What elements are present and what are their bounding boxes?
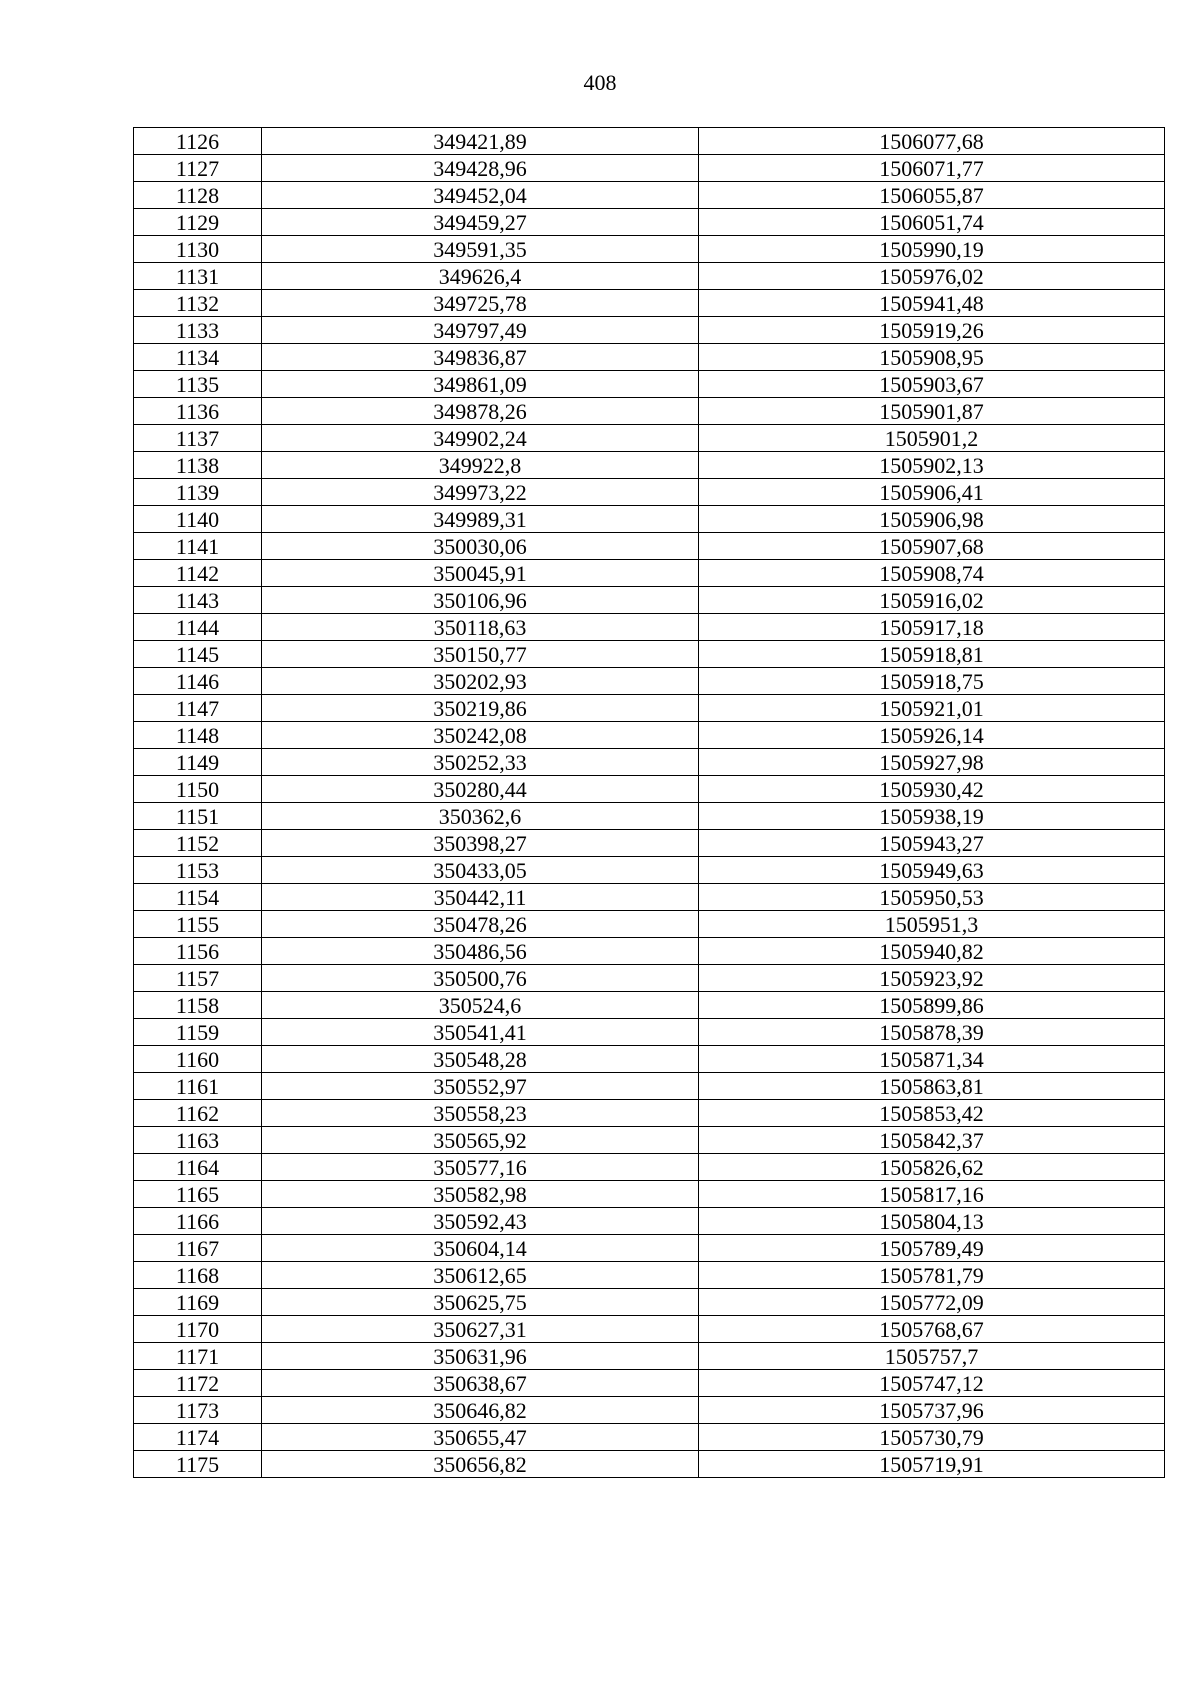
- table-row: [134, 1424, 1165, 1451]
- point-number-cell: 1144: [134, 614, 262, 641]
- point-number-cell: 1146: [134, 668, 262, 695]
- point-number-cell: 1163: [134, 1127, 262, 1154]
- x-coordinate-cell: 350478,26: [262, 911, 699, 938]
- table-row: [134, 614, 1165, 641]
- point-number-cell: 1137: [134, 425, 262, 452]
- x-coordinate-cell: 349452,04: [262, 182, 699, 209]
- y-coordinate-cell: 1505901,2: [699, 425, 1165, 452]
- x-coordinate-cell: 349973,22: [262, 479, 699, 506]
- y-coordinate-cell: 1505908,95: [699, 344, 1165, 371]
- table-row: [134, 992, 1165, 1019]
- x-coordinate-cell: 349836,87: [262, 344, 699, 371]
- table-row: [134, 1397, 1165, 1424]
- y-coordinate-cell: 1505817,16: [699, 1181, 1165, 1208]
- table-row: [134, 1127, 1165, 1154]
- table-row: [134, 1343, 1165, 1370]
- point-number-cell: 1170: [134, 1316, 262, 1343]
- table-row: [134, 803, 1165, 830]
- table-row: [134, 938, 1165, 965]
- y-coordinate-cell: 1505768,67: [699, 1316, 1165, 1343]
- x-coordinate-cell: 350612,65: [262, 1262, 699, 1289]
- x-coordinate-cell: 349861,09: [262, 371, 699, 398]
- page-number: 408: [583, 70, 617, 95]
- table-row: [134, 749, 1165, 776]
- y-coordinate-cell: 1505878,39: [699, 1019, 1165, 1046]
- point-number-cell: 1160: [134, 1046, 262, 1073]
- x-coordinate-cell: 350118,63: [262, 614, 699, 641]
- x-coordinate-cell: 350442,11: [262, 884, 699, 911]
- point-number-cell: 1153: [134, 857, 262, 884]
- y-coordinate-cell: 1505951,3: [699, 911, 1165, 938]
- point-number-cell: 1168: [134, 1262, 262, 1289]
- table-row: [134, 452, 1165, 479]
- y-coordinate-cell: 1505930,42: [699, 776, 1165, 803]
- y-coordinate-cell: 1505730,79: [699, 1424, 1165, 1451]
- table-row: [134, 884, 1165, 911]
- table-row: [134, 398, 1165, 425]
- point-number-cell: 1173: [134, 1397, 262, 1424]
- point-number-cell: 1174: [134, 1424, 262, 1451]
- y-coordinate-cell: 1506071,77: [699, 155, 1165, 182]
- y-coordinate-cell: 1505916,02: [699, 587, 1165, 614]
- y-coordinate-cell: 1505990,19: [699, 236, 1165, 263]
- y-coordinate-cell: 1505918,75: [699, 668, 1165, 695]
- x-coordinate-cell: 349725,78: [262, 290, 699, 317]
- table-row: [134, 1235, 1165, 1262]
- table-row: [134, 128, 1165, 155]
- y-coordinate-cell: 1505719,91: [699, 1451, 1165, 1478]
- point-number-cell: 1143: [134, 587, 262, 614]
- point-number-cell: 1166: [134, 1208, 262, 1235]
- x-coordinate-cell: 350500,76: [262, 965, 699, 992]
- x-coordinate-cell: 350625,75: [262, 1289, 699, 1316]
- y-coordinate-cell: 1505863,81: [699, 1073, 1165, 1100]
- y-coordinate-cell: 1505927,98: [699, 749, 1165, 776]
- y-coordinate-cell: 1505871,34: [699, 1046, 1165, 1073]
- x-coordinate-cell: 350219,86: [262, 695, 699, 722]
- point-number-cell: 1141: [134, 533, 262, 560]
- coordinates-table-body: [134, 128, 1165, 1478]
- x-coordinate-cell: 349591,35: [262, 236, 699, 263]
- point-number-cell: 1133: [134, 317, 262, 344]
- y-coordinate-cell: 1505918,81: [699, 641, 1165, 668]
- table-row: [134, 209, 1165, 236]
- coordinates-table: [133, 127, 1165, 1478]
- table-row: [134, 533, 1165, 560]
- table-row: [134, 1181, 1165, 1208]
- point-number-cell: 1172: [134, 1370, 262, 1397]
- x-coordinate-cell: 350577,16: [262, 1154, 699, 1181]
- point-number-cell: 1149: [134, 749, 262, 776]
- point-number-cell: 1156: [134, 938, 262, 965]
- point-number-cell: 1136: [134, 398, 262, 425]
- table-row: [134, 1370, 1165, 1397]
- x-coordinate-cell: 350655,47: [262, 1424, 699, 1451]
- point-number-cell: 1145: [134, 641, 262, 668]
- y-coordinate-cell: 1505919,26: [699, 317, 1165, 344]
- table-row: [134, 695, 1165, 722]
- x-coordinate-cell: 350030,06: [262, 533, 699, 560]
- x-coordinate-cell: 350604,14: [262, 1235, 699, 1262]
- point-number-cell: 1140: [134, 506, 262, 533]
- x-coordinate-cell: 350362,6: [262, 803, 699, 830]
- table-row: [134, 668, 1165, 695]
- table-row: [134, 1100, 1165, 1127]
- table-row: [134, 1208, 1165, 1235]
- x-coordinate-cell: 349989,31: [262, 506, 699, 533]
- y-coordinate-cell: 1505781,79: [699, 1262, 1165, 1289]
- table-row: [134, 155, 1165, 182]
- table-row: [134, 1316, 1165, 1343]
- table-row: [134, 1154, 1165, 1181]
- table-row: [134, 965, 1165, 992]
- x-coordinate-cell: 349626,4: [262, 263, 699, 290]
- point-number-cell: 1167: [134, 1235, 262, 1262]
- y-coordinate-cell: 1505906,98: [699, 506, 1165, 533]
- table-row: [134, 911, 1165, 938]
- point-number-cell: 1138: [134, 452, 262, 479]
- x-coordinate-cell: 350524,6: [262, 992, 699, 1019]
- table-row: [134, 371, 1165, 398]
- y-coordinate-cell: 1505976,02: [699, 263, 1165, 290]
- table-row: [134, 1073, 1165, 1100]
- point-number-cell: 1157: [134, 965, 262, 992]
- x-coordinate-cell: 349797,49: [262, 317, 699, 344]
- y-coordinate-cell: 1506077,68: [699, 128, 1165, 155]
- y-coordinate-cell: 1505903,67: [699, 371, 1165, 398]
- y-coordinate-cell: 1505938,19: [699, 803, 1165, 830]
- x-coordinate-cell: 350646,82: [262, 1397, 699, 1424]
- point-number-cell: 1165: [134, 1181, 262, 1208]
- y-coordinate-cell: 1505826,62: [699, 1154, 1165, 1181]
- point-number-cell: 1129: [134, 209, 262, 236]
- y-coordinate-cell: 1505906,41: [699, 479, 1165, 506]
- point-number-cell: 1159: [134, 1019, 262, 1046]
- table-row: [134, 506, 1165, 533]
- x-coordinate-cell: 350582,98: [262, 1181, 699, 1208]
- table-row: [134, 1451, 1165, 1478]
- y-coordinate-cell: 1505853,42: [699, 1100, 1165, 1127]
- point-number-cell: 1150: [134, 776, 262, 803]
- x-coordinate-cell: 350280,44: [262, 776, 699, 803]
- table-row: [134, 290, 1165, 317]
- y-coordinate-cell: 1505772,09: [699, 1289, 1165, 1316]
- x-coordinate-cell: 349922,8: [262, 452, 699, 479]
- y-coordinate-cell: 1505757,7: [699, 1343, 1165, 1370]
- table-row: [134, 587, 1165, 614]
- point-number-cell: 1132: [134, 290, 262, 317]
- point-number-cell: 1147: [134, 695, 262, 722]
- x-coordinate-cell: 349878,26: [262, 398, 699, 425]
- point-number-cell: 1135: [134, 371, 262, 398]
- x-coordinate-cell: 349459,27: [262, 209, 699, 236]
- y-coordinate-cell: 1505737,96: [699, 1397, 1165, 1424]
- table-row: [134, 479, 1165, 506]
- x-coordinate-cell: 350541,41: [262, 1019, 699, 1046]
- table-row: [134, 1262, 1165, 1289]
- point-number-cell: 1142: [134, 560, 262, 587]
- point-number-cell: 1128: [134, 182, 262, 209]
- x-coordinate-cell: 350627,31: [262, 1316, 699, 1343]
- point-number-cell: 1164: [134, 1154, 262, 1181]
- point-number-cell: 1134: [134, 344, 262, 371]
- x-coordinate-cell: 350202,93: [262, 668, 699, 695]
- x-coordinate-cell: 350656,82: [262, 1451, 699, 1478]
- table-row: [134, 263, 1165, 290]
- table-row: [134, 830, 1165, 857]
- point-number-cell: 1171: [134, 1343, 262, 1370]
- table-row: [134, 344, 1165, 371]
- x-coordinate-cell: 350433,05: [262, 857, 699, 884]
- y-coordinate-cell: 1505923,92: [699, 965, 1165, 992]
- y-coordinate-cell: 1505943,27: [699, 830, 1165, 857]
- y-coordinate-cell: 1505789,49: [699, 1235, 1165, 1262]
- y-coordinate-cell: 1505908,74: [699, 560, 1165, 587]
- x-coordinate-cell: 350150,77: [262, 641, 699, 668]
- x-coordinate-cell: 350398,27: [262, 830, 699, 857]
- y-coordinate-cell: 1505921,01: [699, 695, 1165, 722]
- x-coordinate-cell: 350486,56: [262, 938, 699, 965]
- point-number-cell: 1127: [134, 155, 262, 182]
- x-coordinate-cell: 350565,92: [262, 1127, 699, 1154]
- y-coordinate-cell: 1505804,13: [699, 1208, 1165, 1235]
- point-number-cell: 1139: [134, 479, 262, 506]
- point-number-cell: 1130: [134, 236, 262, 263]
- table-row: [134, 857, 1165, 884]
- x-coordinate-cell: 350106,96: [262, 587, 699, 614]
- table-row: [134, 317, 1165, 344]
- point-number-cell: 1154: [134, 884, 262, 911]
- x-coordinate-cell: 350548,28: [262, 1046, 699, 1073]
- y-coordinate-cell: 1505899,86: [699, 992, 1165, 1019]
- y-coordinate-cell: 1505950,53: [699, 884, 1165, 911]
- point-number-cell: 1152: [134, 830, 262, 857]
- point-number-cell: 1155: [134, 911, 262, 938]
- table-row: [134, 560, 1165, 587]
- y-coordinate-cell: 1505902,13: [699, 452, 1165, 479]
- x-coordinate-cell: 350045,91: [262, 560, 699, 587]
- y-coordinate-cell: 1505917,18: [699, 614, 1165, 641]
- y-coordinate-cell: 1506055,87: [699, 182, 1165, 209]
- point-number-cell: 1158: [134, 992, 262, 1019]
- x-coordinate-cell: 349902,24: [262, 425, 699, 452]
- y-coordinate-cell: 1505949,63: [699, 857, 1165, 884]
- x-coordinate-cell: 349421,89: [262, 128, 699, 155]
- table-row: [134, 425, 1165, 452]
- point-number-cell: 1126: [134, 128, 262, 155]
- x-coordinate-cell: 350558,23: [262, 1100, 699, 1127]
- y-coordinate-cell: 1505907,68: [699, 533, 1165, 560]
- y-coordinate-cell: 1505842,37: [699, 1127, 1165, 1154]
- y-coordinate-cell: 1505901,87: [699, 398, 1165, 425]
- point-number-cell: 1161: [134, 1073, 262, 1100]
- table-row: [134, 1019, 1165, 1046]
- x-coordinate-cell: 350252,33: [262, 749, 699, 776]
- x-coordinate-cell: 350242,08: [262, 722, 699, 749]
- table-row: [134, 776, 1165, 803]
- x-coordinate-cell: 350631,96: [262, 1343, 699, 1370]
- x-coordinate-cell: 350592,43: [262, 1208, 699, 1235]
- point-number-cell: 1162: [134, 1100, 262, 1127]
- point-number-cell: 1169: [134, 1289, 262, 1316]
- table-row: [134, 1289, 1165, 1316]
- point-number-cell: 1151: [134, 803, 262, 830]
- y-coordinate-cell: 1505941,48: [699, 290, 1165, 317]
- y-coordinate-cell: 1505747,12: [699, 1370, 1165, 1397]
- table-row: [134, 641, 1165, 668]
- table-row: [134, 722, 1165, 749]
- table-row: [134, 182, 1165, 209]
- table-row: [134, 1046, 1165, 1073]
- y-coordinate-cell: 1505940,82: [699, 938, 1165, 965]
- y-coordinate-cell: 1506051,74: [699, 209, 1165, 236]
- point-number-cell: 1131: [134, 263, 262, 290]
- y-coordinate-cell: 1505926,14: [699, 722, 1165, 749]
- point-number-cell: 1175: [134, 1451, 262, 1478]
- point-number-cell: 1148: [134, 722, 262, 749]
- table-row: [134, 236, 1165, 263]
- x-coordinate-cell: 350552,97: [262, 1073, 699, 1100]
- x-coordinate-cell: 350638,67: [262, 1370, 699, 1397]
- x-coordinate-cell: 349428,96: [262, 155, 699, 182]
